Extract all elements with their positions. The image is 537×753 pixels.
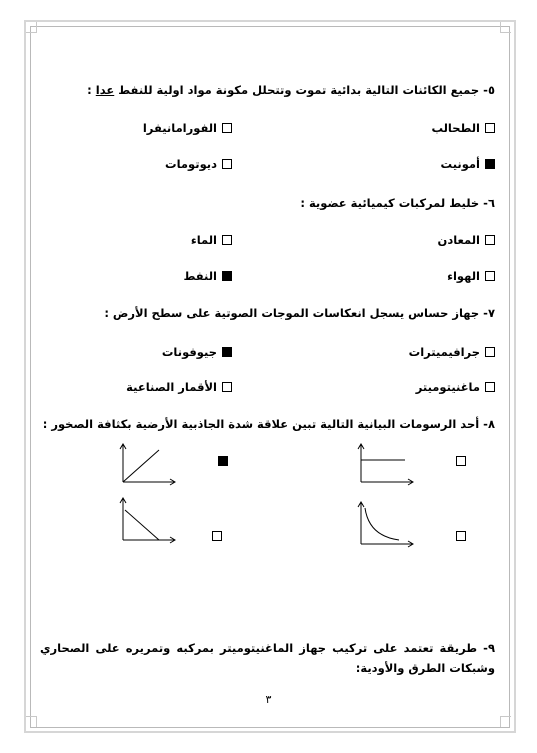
q5-option-2-checkbox[interactable]	[222, 123, 232, 133]
q5-option-3[interactable]	[441, 157, 495, 171]
border-corner-ornament	[26, 22, 37, 33]
q6-option-2[interactable]	[191, 233, 232, 247]
q5-option-2[interactable]	[143, 121, 232, 135]
border-corner-ornament	[500, 716, 511, 727]
q5-option-3-label: أمونيت	[440, 157, 480, 171]
q6-option-1-label: المعادن	[437, 233, 480, 247]
question-6-text: ٦- خليط لمركبات كيميائية عضوية :	[300, 196, 495, 210]
q7-option-4[interactable]	[126, 380, 232, 394]
q7-option-2-checkbox[interactable]	[222, 347, 232, 357]
q8-option-2-checkbox[interactable]	[218, 456, 228, 466]
q7-option-4-label: الأقمار الصناعية	[126, 380, 217, 394]
q8-graph-increasing-line	[117, 442, 179, 488]
q7-option-1[interactable]	[409, 345, 495, 359]
q7-option-4-checkbox[interactable]	[222, 382, 232, 392]
q7-option-2-label: جيوفونات	[161, 345, 217, 359]
q6-option-2-label: الماء	[190, 233, 217, 247]
q7-option-2[interactable]	[162, 345, 232, 359]
q8-option-4-checkbox[interactable]	[212, 531, 222, 541]
q5-option-1[interactable]	[431, 121, 495, 135]
q5-option-2-label: الفورامانيفرا	[142, 121, 217, 135]
q8-option-1-checkbox[interactable]	[456, 456, 466, 466]
q6-option-3-checkbox[interactable]	[485, 271, 495, 281]
question-5-text: ٥- جميع الكائنات التالية بدائية تموت وتتحلل مكونة مواد اولية للنفط عدا :	[87, 83, 495, 97]
q6-option-2-checkbox[interactable]	[222, 235, 232, 245]
q5-option-4[interactable]	[165, 157, 232, 171]
q6-option-1-checkbox[interactable]	[485, 235, 495, 245]
border-corner-ornament	[26, 716, 37, 727]
q5-option-3-checkbox[interactable]	[485, 159, 495, 169]
q8-graph-horizontal-line	[355, 442, 417, 488]
border-corner-ornament	[500, 22, 511, 33]
q8-graph-decreasing-line	[117, 496, 179, 546]
q6-option-3-label: الهواء	[447, 269, 480, 283]
q6-option-4-label: النفط	[183, 269, 217, 283]
q7-option-1-checkbox[interactable]	[485, 347, 495, 357]
question-7-text: ٧- جهاز حساس يسجل انعكاسات الموجات الصوتية على سطح الأرض :	[104, 306, 495, 320]
q8-graph-decay-curve	[355, 500, 417, 550]
q5-option-1-label: الطحالب	[431, 121, 480, 135]
page-number: ٣	[265, 693, 272, 706]
q5-option-4-label: ديوتومات	[165, 157, 217, 171]
q7-option-3[interactable]	[416, 380, 495, 394]
q5-option-1-checkbox[interactable]	[485, 123, 495, 133]
q6-option-4[interactable]	[183, 269, 232, 283]
q7-option-1-label: جرافيميترات	[408, 345, 480, 359]
question-8-text: ٨- أحد الرسومات البيانية التالية تبين علاقة شدة الجاذبية الأرضية بكثافة الصخور :	[42, 417, 495, 431]
question-5-underlined-word: عدا	[95, 83, 115, 97]
q6-option-4-checkbox[interactable]	[222, 271, 232, 281]
q7-option-3-checkbox[interactable]	[485, 382, 495, 392]
q6-option-3[interactable]	[447, 269, 495, 283]
q5-option-4-checkbox[interactable]	[222, 159, 232, 169]
q6-option-1[interactable]	[438, 233, 496, 247]
question-9-text: ٩- طريقة تعتمد على تركيب جهاز الماغنيتوميتر بمركبه وتمريره على الصحاري وشبكات الطرق والأودية:	[40, 641, 495, 675]
q7-option-3-label: ماغنيتوميتر	[415, 380, 480, 394]
q8-option-3-checkbox[interactable]	[456, 531, 466, 541]
